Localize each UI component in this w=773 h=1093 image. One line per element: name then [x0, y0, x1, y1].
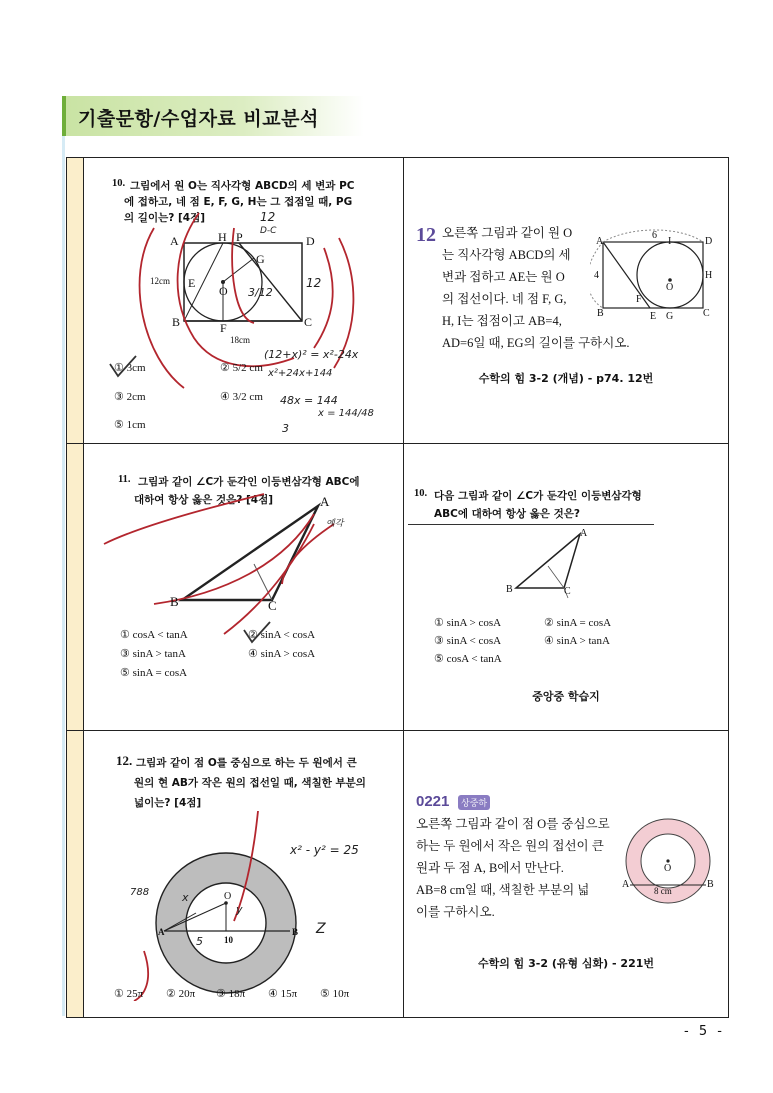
question-line: 그림과 같이 점 O를 중심으로 하는 두 원에서 큰 — [136, 757, 357, 769]
problem-line: AD=6일 때, EG의 길이를 구하시오. — [442, 336, 630, 350]
concentric-circles-figure — [620, 811, 720, 911]
label-A: A — [170, 234, 179, 248]
question-line: 그림과 같이 ∠C가 둔각인 이등변삼각형 ABC에 — [138, 476, 360, 488]
label-E: E — [188, 276, 196, 290]
textbook-cell — [404, 731, 729, 1018]
choice-3: ③ 2cm — [114, 391, 146, 403]
choice-4: ④ sinA > tanA — [544, 635, 610, 647]
label-A: A — [320, 494, 330, 509]
question-number: 11. — [118, 474, 131, 485]
choice-5: ⑤ 10π — [320, 988, 350, 1000]
concentric-circles-figure — [84, 811, 384, 1001]
handwriting: (12+x)² = x²-24x — [264, 348, 359, 361]
problem-line: 하는 두 원에서 작은 원의 접선이 큰 — [416, 839, 604, 853]
handwriting: 788 — [130, 887, 150, 898]
label-F: F — [220, 321, 227, 335]
handwriting: 5 — [196, 935, 203, 948]
source-caption: 중앙중 학습지 — [532, 690, 600, 703]
label-F: F — [636, 294, 642, 305]
choice-4: ④ sinA > cosA — [248, 648, 316, 660]
table-row — [67, 444, 729, 731]
rectangle-circle-figure — [84, 158, 384, 428]
choice-1: ① 25π — [114, 988, 144, 1000]
label-P: P — [236, 230, 243, 244]
label-G: G — [256, 252, 265, 266]
problem-number: 0221 — [416, 793, 450, 810]
label-A: A — [580, 528, 588, 539]
question-line: 에 접하고, 네 점 E, F, G, H는 그 접점일 때, PG — [124, 196, 353, 208]
problem-line: 변과 접하고 AE는 원 O — [442, 270, 565, 284]
handwriting: 3/12 — [248, 286, 273, 299]
problem-line: 오른쪽 그림과 같이 점 O를 중심으로 — [416, 817, 610, 831]
label-D: D — [705, 236, 713, 247]
label-ten: 10 — [224, 935, 233, 945]
choice-2: ② sinA = cosA — [544, 617, 612, 629]
label-O: O — [224, 891, 232, 902]
handwriting: 48x = 144 — [280, 394, 338, 407]
handwriting: x²+24x+144 — [268, 368, 333, 379]
label-C: C — [268, 598, 277, 613]
side-length-left: 12cm — [150, 276, 170, 286]
textbook-cell — [404, 444, 729, 731]
handwriting: x² - y² = 25 — [290, 843, 359, 857]
label-O: O — [666, 282, 674, 293]
label-I: I — [668, 236, 672, 247]
side-length-bottom: 18cm — [230, 335, 250, 345]
handwriting: 예각 — [326, 519, 344, 529]
exam-question-cell — [84, 731, 404, 1018]
choice-5: ⑤ cosA < tanA — [434, 653, 502, 665]
source-caption: 수학의 힘 3-2 (유형 심화) - 221번 — [477, 957, 655, 970]
label-B: B — [172, 315, 181, 329]
problem-number: 12 — [416, 224, 436, 246]
problem-line: 는 직사각형 ABCD의 세 — [442, 248, 571, 262]
label-C: C — [703, 308, 710, 319]
handwriting: D-C — [260, 226, 277, 236]
problem-line: 오른쪽 그림과 같이 원 O — [442, 226, 573, 240]
choice-2: ② sinA < cosA — [248, 629, 316, 641]
label-top: 6 — [652, 230, 657, 241]
choice-4: ④ 3/2 cm — [220, 391, 263, 403]
label-A: A — [622, 879, 630, 890]
section-title-bar — [62, 96, 364, 136]
handwriting: x = 144/48 — [318, 408, 374, 419]
table-row — [67, 731, 729, 1018]
comparison-table — [66, 157, 729, 1018]
label-B: B — [707, 879, 714, 890]
title-accent — [62, 96, 66, 136]
choice-5: ⑤ sinA = cosA — [120, 667, 188, 679]
label-E: E — [650, 311, 657, 322]
page-number: - 5 - — [684, 1024, 725, 1039]
choice-1: ① cosA < tanA — [120, 629, 188, 641]
choice-1: ① sinA > cosA — [434, 617, 502, 629]
difficulty-badge: 상중하 — [458, 795, 490, 810]
question-number: 10. — [112, 178, 126, 189]
choice-3: ③ sinA < cosA — [434, 635, 502, 647]
question-line: 대하여 항상 옳은 것은? [4점] — [134, 494, 274, 506]
exam-question-cell — [84, 444, 404, 731]
row-marker — [67, 731, 84, 1018]
choice-2: ② 5/2 cm — [220, 362, 263, 374]
label-D: D — [306, 234, 315, 248]
table-row — [67, 158, 729, 444]
question-line: 의 길이는? [4점] — [124, 212, 206, 224]
label-H: H — [218, 230, 227, 244]
handwriting: 12 — [260, 210, 276, 224]
question-line: 넓이는? [4점] — [134, 797, 202, 809]
label-O: O — [219, 284, 228, 298]
choice-5: ⑤ 1cm — [114, 419, 146, 431]
label-B: B — [292, 927, 299, 937]
page-title: 기출문항/수업자료 비교분석 — [78, 108, 319, 130]
exam-question-cell — [84, 158, 404, 444]
problem-number: 10. — [414, 488, 428, 499]
question-number: 12. — [116, 753, 133, 768]
margin-rule — [62, 136, 65, 1016]
handwriting: Z — [316, 921, 326, 937]
problem-line: 원과 두 점 A, B에서 만난다. — [416, 861, 564, 875]
divider — [408, 524, 654, 525]
choice-3: ③ 18π — [216, 988, 246, 1000]
label-C: C — [304, 315, 313, 329]
question-line: 원의 현 AB가 작은 원의 접선일 때, 색칠한 부분의 — [134, 777, 366, 789]
handwriting: 3 — [282, 422, 289, 435]
row-marker — [67, 444, 84, 731]
choice-4: ④ 15π — [268, 988, 298, 1000]
problem-line: AB=8 cm일 때, 색칠한 부분의 넓 — [416, 883, 590, 897]
textbook-cell — [404, 158, 729, 444]
choice-3: ③ sinA > tanA — [120, 648, 186, 660]
check-mark — [106, 354, 146, 384]
label-H: H — [705, 270, 713, 281]
problem-line: ABC에 대하여 항상 옳은 것은? — [434, 508, 580, 520]
label-B: B — [506, 584, 513, 595]
row-marker — [67, 158, 84, 444]
choice-2: ② 20π — [166, 988, 196, 1000]
label-A: A — [158, 927, 165, 937]
label-O: O — [664, 863, 672, 874]
handwriting: 12 — [306, 276, 322, 290]
source-caption: 수학의 힘 3-2 (개념) - p74. 12번 — [478, 372, 654, 385]
label-B: B — [597, 308, 604, 319]
label-B: B — [170, 594, 179, 609]
problem-line: 다음 그림과 같이 ∠C가 둔각인 이등변삼각형 — [434, 490, 642, 502]
problem-line: 이를 구하시오. — [416, 905, 495, 919]
choice-1: ① 3cm — [114, 362, 146, 374]
label-length: 8 cm — [654, 886, 672, 896]
label-left: 4 — [594, 270, 599, 281]
check-mark — [240, 620, 280, 650]
question-line: 그림에서 원 O는 직사각형 ABCD의 세 변과 PC — [130, 180, 355, 192]
problem-line: 의 접선이다. 네 점 F, G, — [442, 292, 567, 306]
problem-line: H, I는 접점이고 AB=4, — [442, 314, 562, 328]
label-C: C — [564, 586, 571, 597]
handwriting: x — [182, 891, 189, 904]
label-A: A — [596, 236, 604, 247]
label-G: G — [666, 311, 674, 322]
handwriting: y — [236, 903, 243, 916]
